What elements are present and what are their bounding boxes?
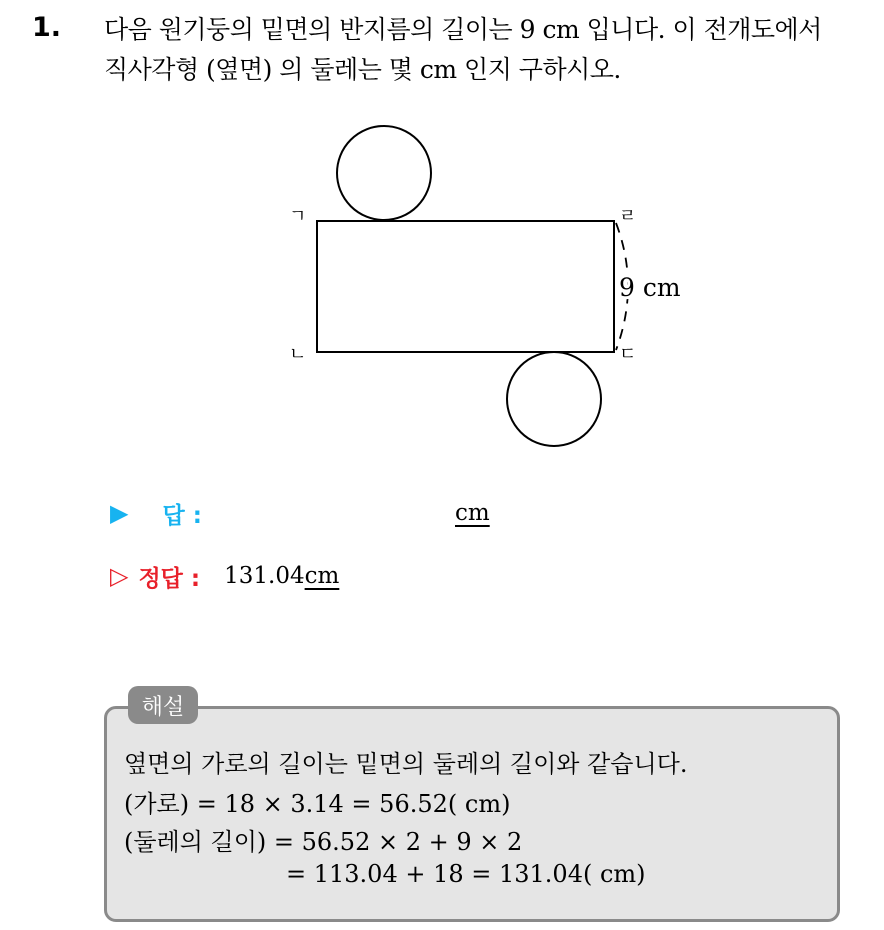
corner-label-top-left: ㄱ: [289, 206, 307, 227]
correct-answer-row: [110, 558, 339, 594]
corner-label-top-right: ㄹ: [619, 206, 637, 227]
question-text-line-1: 다음 원기둥의 밑면의 반지름의 길이는 9 cm 입니다. 이 전개도에서: [104, 15, 822, 44]
explanation-line-3: (둘레의 길이) = 56.52 × 2 + 9 × 2: [124, 828, 523, 856]
top-base-circle: [337, 126, 431, 220]
correct-answer-triangle-icon: ▷: [110, 562, 129, 590]
correct-answer-label: 정답 :: [138, 565, 201, 592]
corner-label-bottom-right: ㄷ: [619, 344, 637, 365]
explanation-line-4: = 113.04 + 18 = 131.04( cm): [286, 860, 646, 888]
explanation-tag: 해설: [128, 686, 198, 724]
answer-triangle-icon: ▶: [110, 499, 129, 527]
question-text-line-2: 직사각형 (옆면) 의 둘레는 몇 cm 인지 구하시오.: [104, 55, 621, 84]
question-number: 1.: [32, 12, 62, 43]
answer-row: [110, 496, 202, 530]
explanation-line-1: 옆면의 가로의 길이는 밑면의 둘레의 길이와 같습니다.: [124, 750, 688, 778]
corner-label-bottom-left: ㄴ: [289, 344, 307, 365]
correct-answer-value: 131.04: [224, 563, 305, 589]
height-label: 9 cm: [619, 273, 681, 302]
answer-unit: cm: [455, 500, 490, 526]
answer-label: 답 :: [162, 502, 202, 529]
correct-answer-unit: cm: [304, 563, 340, 589]
bottom-base-circle: [507, 352, 601, 446]
lateral-face-rectangle: [317, 221, 614, 352]
explanation-line-2: (가로) = 18 × 3.14 = 56.52( cm): [124, 790, 511, 818]
